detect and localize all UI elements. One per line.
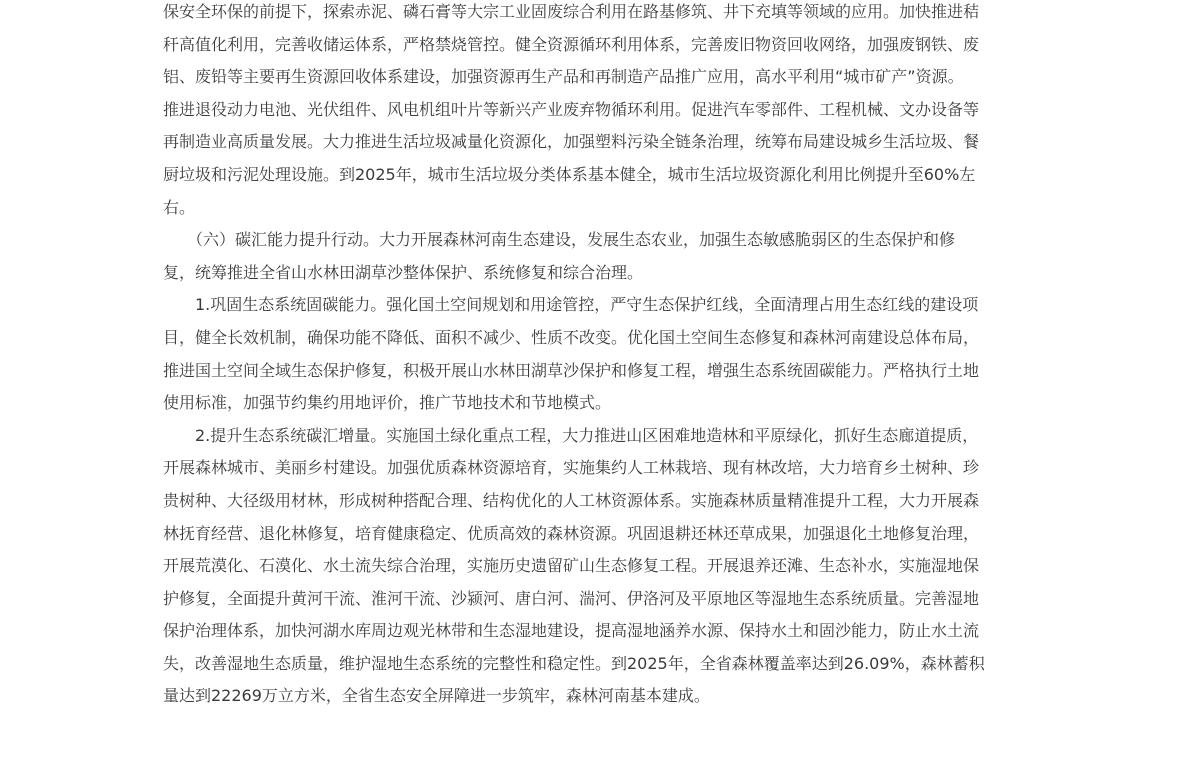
text-line: 量达到22269万立方米，全省生态安全屏障进一步筑牢，森林河南基本建成。	[163, 686, 710, 706]
article-body	[163, 0, 1063, 713]
text-line: 失，改善湿地生态质量，维护湿地生态系统的完整性和稳定性。到2025年，全省森林覆盖率达到26.09%，森林蓄积	[163, 653, 985, 673]
text-line: 复，统筹推进全省山水林田湖草沙整体保护、系统修复和综合治理。	[163, 262, 644, 282]
text-line: 铝、废铅等主要再生资源回收体系建设，加强资源再生产品和再制造产品推广应用，高水平利用“城市矿产”资源。	[163, 67, 964, 87]
text-line: 贵树种、大径级用材林，形成树种搭配合理、结构优化的人工林资源体系。实施森林质量精准提升工程，大力开展森	[163, 490, 980, 510]
text-line: 开展森林城市、美丽乡村建设。加强优质森林资源培育，实施集约人工林栽培、现有林改培，大力培育乡土树种、珍	[163, 458, 980, 478]
text-line: 保护治理体系，加快河湖水库周边观光林带和生态湿地建设，提高湿地涵养水源、保持水土和固沙能力，防止水土流	[163, 621, 980, 641]
text-line: 目，健全长效机制，确保功能不降低、面积不减少、性质不改变。优化国土空间生态修复和森林河南建设总体布局，	[163, 327, 980, 347]
text-line: 推进国土空间全域生态保护修复，积极开展山水林田湖草沙保护和修复工程，增强生态系统固碳能力。严格执行土地	[163, 360, 980, 380]
text-line: 林抚育经营、退化林修复，培育健康稳定、优质高效的森林资源。巩固退耕还林还草成果，加强退化土地修复治理，	[163, 523, 980, 543]
text-line: 保安全环保的前提下，探索赤泥、磷石膏等大宗工业固废综合利用在路基修筑、井下充填等领域的应用。加快推进秸	[163, 2, 980, 21]
text-line: 秆高值化利用，完善收储运体系，严格禁烧管控。健全资源循环利用体系，完善废旧物资回收网络，加强废钢铁、废	[163, 34, 980, 54]
text-line: 2.提升生态系统碳汇增量。实施国土绿化重点工程，大力推进山区困难地造林和平原绿化，抓好生态廊道提质，	[163, 425, 979, 445]
paragraph-consolidate-carbon-fixation	[163, 289, 1063, 419]
paragraph-increase-carbon-sink	[163, 420, 1063, 713]
text-line: （六）碳汇能力提升行动。大力开展森林河南生态建设，发展生态农业，加强生态敏感脆弱区的生态保护和修	[163, 230, 956, 250]
text-line: 右。	[163, 197, 196, 217]
text-line: 推进退役动力电池、光伏组件、风电机组叶片等新兴产业废弃物循环利用。促进汽车零部件、工程机械、文办设备等	[163, 99, 980, 119]
text-line: 使用标准，加强节约集约用地评价，推广节地技术和节地模式。	[163, 393, 612, 413]
text-line: 1.巩固生态系统固碳能力。强化国土空间规划和用途管控，严守生态保护红线，全面清理占用生态红线的建设项	[163, 295, 979, 315]
text-line: 开展荒漠化、石漠化、水土流失综合治理，实施历史遗留矿山生态修复工程。开展退养还滩、生态补水，实施湿地保	[163, 556, 980, 576]
paragraph-recycling	[163, 0, 1063, 224]
text-line: 厨垃圾和污泥处理设施。到2025年，城市生活垃圾分类体系基本健全，城市生活垃圾资源化利用比例提升至60%左	[163, 164, 976, 184]
paragraph-carbon-sink-heading	[163, 224, 1063, 289]
text-line: 护修复，全面提升黄河干流、淮河干流、沙颍河、唐白河、湍河、伊洛河及平原地区等湿地生态系统质量。完善湿地	[163, 588, 980, 608]
text-line: 再制造业高质量发展。大力推进生活垃圾减量化资源化，加强塑料污染全链条治理，统筹布局建设城乡生活垃圾、餐	[163, 132, 980, 152]
